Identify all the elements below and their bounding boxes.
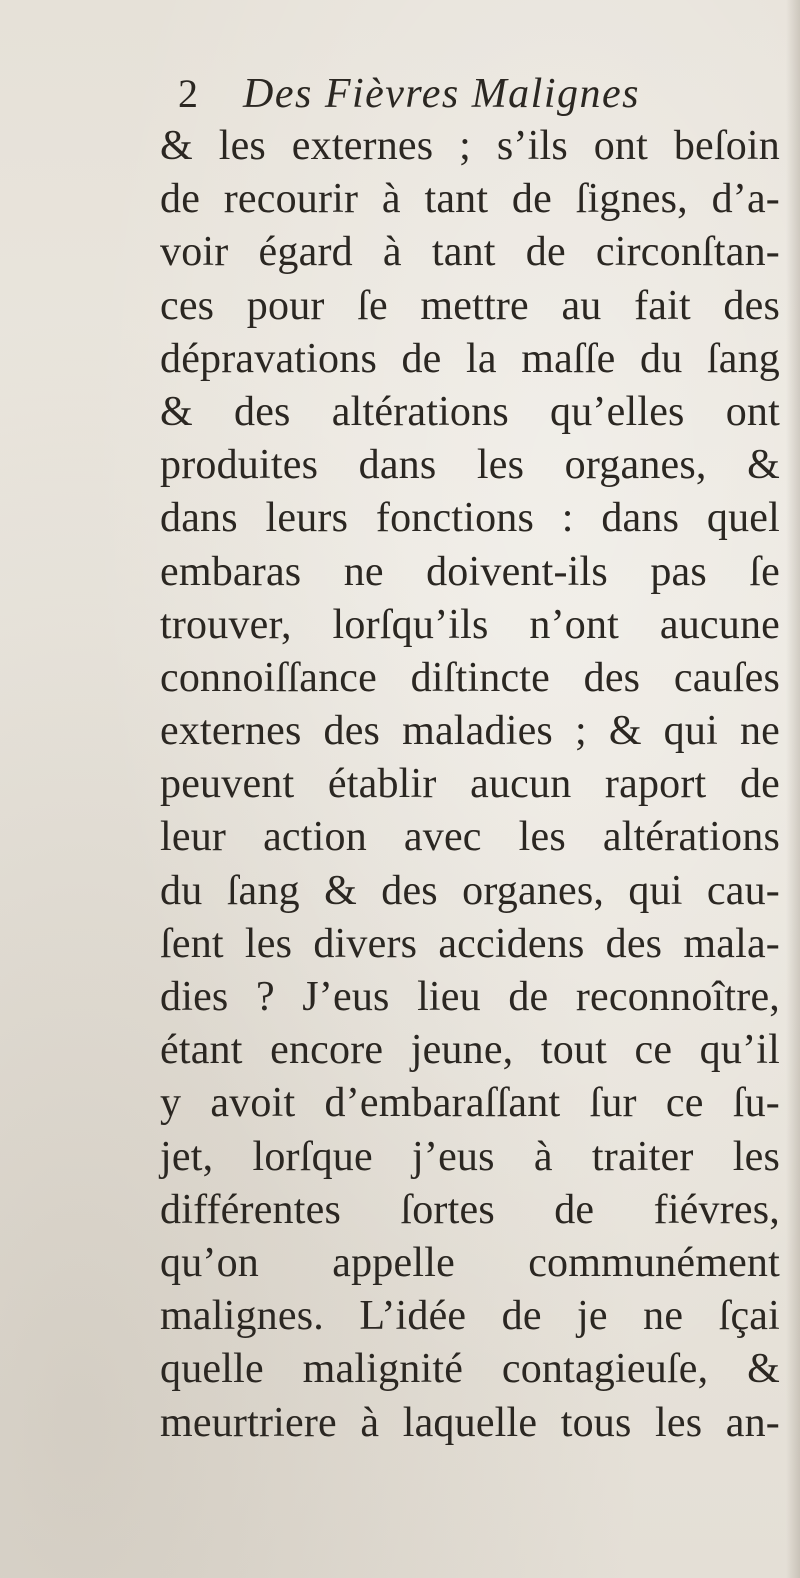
running-title: Des Fièvres Malignes: [243, 71, 641, 117]
text-line: & des altérations qu’elles ont: [160, 388, 780, 435]
text-line: ſent les divers accidens des mala-: [160, 920, 780, 967]
text-line: jet, lorſque j’eus à traiter les: [160, 1133, 780, 1180]
text-line: dépravations de la maſſe du ſang: [160, 335, 780, 382]
text-line: de recourir à tant de ſignes, d’a-: [160, 176, 780, 223]
body-text: [160, 120, 780, 1450]
text-line: malignes. L’idée de je ne ſçai: [160, 1293, 780, 1340]
text-line: quelle malignité contagieuſe, &: [160, 1346, 780, 1393]
text-line: dies ? J’eus lieu de reconnoître,: [160, 974, 780, 1020]
text-line: dans leurs fonctions : dans quel: [160, 495, 780, 542]
page-number: 2: [178, 71, 199, 116]
text-line: qu’on appelle communément: [160, 1239, 780, 1286]
text-line: connoiſſance diſtincte des cauſes: [160, 654, 780, 701]
text-line: étant encore jeune, tout ce qu’il: [160, 1027, 780, 1074]
page-header: [178, 70, 640, 120]
text-line: externes des maladies ; & qui ne: [160, 708, 780, 755]
text-line: ces pour ſe mettre au fait des: [160, 282, 780, 329]
page-edge-shadow: [786, 0, 800, 1578]
text-line: meurtriere à laquelle tous les an-: [160, 1399, 780, 1446]
text-line: trouver, lorſqu’ils n’ont aucune: [160, 601, 780, 648]
text-line: du ſang & des organes, qui cau-: [160, 867, 780, 914]
text-line: différentes ſortes de fiévres,: [160, 1186, 780, 1233]
text-line: leur action avec les altérations: [160, 814, 780, 861]
text-line: voir égard à tant de circonſtan-: [160, 229, 780, 276]
text-line: embaras ne doivent-ils pas ſe: [160, 548, 780, 595]
text-line: & les externes ; s’ils ont beſoin: [160, 123, 780, 169]
text-line: produites dans les organes, &: [160, 442, 780, 489]
text-line: peuvent établir aucun raport de: [160, 761, 780, 808]
text-line: y avoit d’embaraſſant ſur ce ſu-: [160, 1080, 780, 1127]
